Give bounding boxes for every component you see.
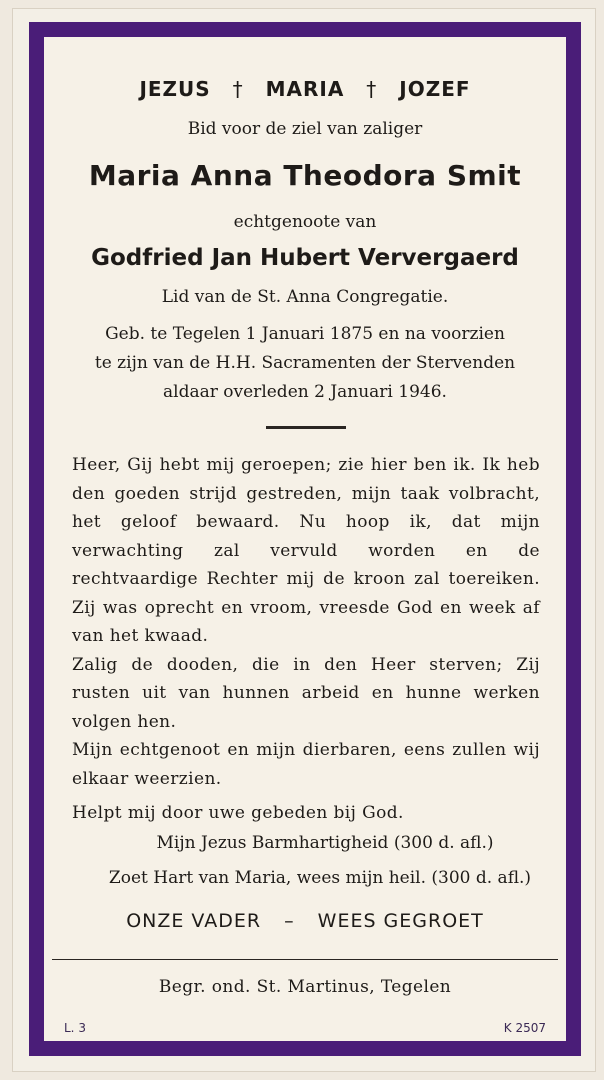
spouse-label: echtgenoote van: [233, 212, 377, 232]
cross-icon: †: [366, 77, 378, 101]
burial-line: Begr. ond. St. Martinus, Tegelen: [158, 977, 452, 997]
text-paragraph: Zalig de dooden, die in den Heer sterven; Zij rusten uit van hunnen arbeid en hunne werken volgen hen.: [72, 654, 540, 732]
closing-left: ONZE VADER: [126, 910, 262, 932]
memorial-text: [72, 451, 540, 828]
print-code-right: K 2507: [503, 1021, 546, 1035]
indulgence-prayer: Zoet Hart van Maria, wees mijn heil. (300 d. afl.): [108, 868, 532, 888]
header-word-maria: MARIA: [265, 77, 345, 101]
closing-dash: –: [284, 910, 295, 932]
text-paragraph: Helpt mij door uwe gebeden bij God.: [72, 803, 404, 823]
text-paragraph: Heer, Gij hebt mij geroepen; zie hier ben ik. Ik heb den goeden strijd gestreden, mijn taak volbracht, het geloof bewaard. Nu hoop ik, dat mijn verwachting zal vervuld worden en de rechtvaardige Rechter mij de kroon zal toereiken. Zij was oprecht en vroom, vreesde God en week af van het kwaad.: [72, 455, 540, 646]
bio-line: Geb. te Tegelen 1 Januari 1875 en na voorzien: [105, 324, 505, 344]
closing-right: WEES GEGROET: [317, 910, 484, 932]
bio-line: te zijn van de H.H. Sacramenten der Stervenden: [94, 353, 516, 373]
biography: [44, 320, 566, 407]
rule-line: [52, 959, 558, 960]
deceased-name: Maria Anna Theodora Smit: [88, 159, 522, 192]
membership-line: Lid van de St. Anna Congregatie.: [161, 287, 449, 307]
pray-line: Bid voor de ziel van zaliger: [187, 119, 423, 139]
print-code-left: L. 3: [64, 1021, 86, 1035]
ornamental-divider: [266, 426, 346, 429]
bio-line: aldaar overleden 2 Januari 1946.: [163, 382, 447, 402]
text-paragraph: Mijn echtgenoot en mijn dierbaren, eens zullen wij elkaar weerzien.: [72, 740, 540, 789]
indulgence-prayer: Mijn Jezus Barmhartigheid (300 d. afl.): [156, 833, 494, 853]
spouse-name: Godfried Jan Hubert Ververgaerd: [91, 245, 519, 271]
closing-prayers: [44, 910, 566, 932]
header-word-jozef: JOZEF: [399, 77, 471, 101]
header-word-jezus: JEZUS: [139, 77, 211, 101]
cross-icon: †: [232, 77, 244, 101]
devotional-header: [44, 77, 566, 101]
card-content: [44, 37, 566, 1041]
